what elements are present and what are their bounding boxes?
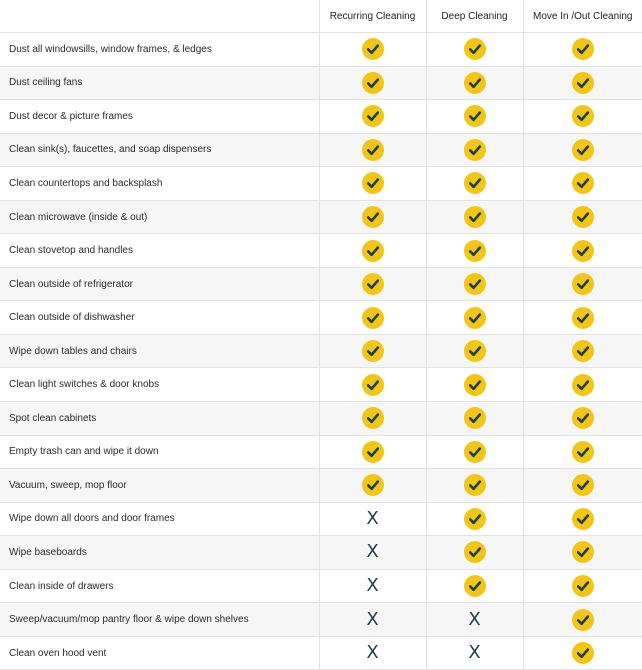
table-body <box>0 33 642 670</box>
check-icon <box>362 273 384 295</box>
check-icon <box>464 105 486 127</box>
task-label: Clean light switches & door knobs <box>0 368 319 402</box>
cell-move-in-out-cleaning <box>523 536 642 570</box>
check-icon <box>464 240 486 262</box>
header-blank <box>0 0 319 33</box>
cell-move-in-out-cleaning <box>523 200 642 234</box>
task-label: Wipe down all doors and door frames <box>0 502 319 536</box>
cell-deep-cleaning <box>426 469 523 503</box>
cell-deep-cleaning <box>426 603 523 637</box>
check-icon <box>464 307 486 329</box>
header-row <box>0 0 642 33</box>
cell-deep-cleaning <box>426 334 523 368</box>
header-recurring-cleaning: Recurring Cleaning <box>319 0 426 33</box>
table-row <box>0 200 642 234</box>
check-icon <box>362 307 384 329</box>
check-icon <box>464 72 486 94</box>
table-row <box>0 402 642 436</box>
check-icon <box>572 508 594 530</box>
table-row <box>0 334 642 368</box>
cell-deep-cleaning <box>426 267 523 301</box>
task-label: Clean oven hood vent <box>0 636 319 670</box>
x-icon: X <box>366 541 379 563</box>
check-icon <box>572 240 594 262</box>
cell-deep-cleaning <box>426 133 523 167</box>
cell-recurring-cleaning <box>319 636 426 670</box>
cell-move-in-out-cleaning <box>523 33 642 67</box>
task-label: Wipe down tables and chairs <box>0 334 319 368</box>
task-label: Spot clean cabinets <box>0 402 319 436</box>
table-row <box>0 603 642 637</box>
task-label: Empty trash can and wipe it down <box>0 435 319 469</box>
cell-recurring-cleaning <box>319 435 426 469</box>
check-icon <box>572 105 594 127</box>
task-label: Clean outside of refrigerator <box>0 267 319 301</box>
cell-recurring-cleaning <box>319 267 426 301</box>
check-icon <box>362 206 384 228</box>
header-move-in-out-cleaning: Move In /Out Cleaning <box>523 0 642 33</box>
table-row <box>0 469 642 503</box>
cell-recurring-cleaning <box>319 301 426 335</box>
cell-deep-cleaning <box>426 502 523 536</box>
cell-recurring-cleaning <box>319 167 426 201</box>
cell-recurring-cleaning <box>319 234 426 268</box>
cell-move-in-out-cleaning <box>523 603 642 637</box>
cell-move-in-out-cleaning <box>523 435 642 469</box>
cell-recurring-cleaning <box>319 100 426 134</box>
check-icon <box>464 407 486 429</box>
check-icon <box>572 273 594 295</box>
cell-recurring-cleaning <box>319 133 426 167</box>
cell-deep-cleaning <box>426 301 523 335</box>
check-icon <box>362 474 384 496</box>
cell-deep-cleaning <box>426 167 523 201</box>
cell-move-in-out-cleaning <box>523 100 642 134</box>
table-row <box>0 133 642 167</box>
check-icon <box>464 172 486 194</box>
cell-deep-cleaning <box>426 234 523 268</box>
task-label: Clean stovetop and handles <box>0 234 319 268</box>
check-icon <box>572 541 594 563</box>
check-icon <box>572 642 594 664</box>
table-row <box>0 267 642 301</box>
cell-move-in-out-cleaning <box>523 301 642 335</box>
check-icon <box>572 374 594 396</box>
header-deep-cleaning: Deep Cleaning <box>426 0 523 33</box>
table-row <box>0 569 642 603</box>
check-icon <box>464 575 486 597</box>
check-icon <box>362 240 384 262</box>
check-icon <box>572 441 594 463</box>
table-row <box>0 368 642 402</box>
check-icon <box>362 407 384 429</box>
check-icon <box>572 474 594 496</box>
table-row <box>0 33 642 67</box>
task-label: Sweep/vacuum/mop pantry floor & wipe down shelves <box>0 603 319 637</box>
task-label: Dust ceiling fans <box>0 66 319 100</box>
check-icon <box>362 441 384 463</box>
x-icon: X <box>366 575 379 597</box>
cell-recurring-cleaning <box>319 33 426 67</box>
cell-move-in-out-cleaning <box>523 167 642 201</box>
task-label: Vacuum, sweep, mop floor <box>0 469 319 503</box>
cell-move-in-out-cleaning <box>523 133 642 167</box>
cell-recurring-cleaning <box>319 603 426 637</box>
cell-move-in-out-cleaning <box>523 66 642 100</box>
task-label: Clean countertops and backsplash <box>0 167 319 201</box>
check-icon <box>572 407 594 429</box>
check-icon <box>572 307 594 329</box>
cell-deep-cleaning <box>426 100 523 134</box>
cell-move-in-out-cleaning <box>523 636 642 670</box>
cell-deep-cleaning <box>426 200 523 234</box>
table-row <box>0 167 642 201</box>
table-row <box>0 636 642 670</box>
task-label: Clean inside of drawers <box>0 569 319 603</box>
check-icon <box>464 273 486 295</box>
check-icon <box>464 374 486 396</box>
check-icon <box>464 541 486 563</box>
x-icon: X <box>366 608 379 630</box>
cell-recurring-cleaning <box>319 66 426 100</box>
check-icon <box>464 340 486 362</box>
x-icon: X <box>366 507 379 529</box>
cell-recurring-cleaning <box>319 502 426 536</box>
cell-deep-cleaning <box>426 66 523 100</box>
check-icon <box>572 139 594 161</box>
x-icon: X <box>468 608 481 630</box>
x-icon: X <box>468 642 481 664</box>
cell-move-in-out-cleaning <box>523 569 642 603</box>
cell-move-in-out-cleaning <box>523 469 642 503</box>
cell-recurring-cleaning <box>319 368 426 402</box>
check-icon <box>362 105 384 127</box>
cell-deep-cleaning <box>426 569 523 603</box>
cell-deep-cleaning <box>426 536 523 570</box>
check-icon <box>464 38 486 60</box>
task-label: Clean microwave (inside & out) <box>0 200 319 234</box>
cell-move-in-out-cleaning <box>523 234 642 268</box>
x-icon: X <box>366 642 379 664</box>
cell-move-in-out-cleaning <box>523 402 642 436</box>
cell-recurring-cleaning <box>319 402 426 436</box>
cell-deep-cleaning <box>426 33 523 67</box>
check-icon <box>362 139 384 161</box>
check-icon <box>572 609 594 631</box>
cell-recurring-cleaning <box>319 469 426 503</box>
table-row <box>0 301 642 335</box>
cell-recurring-cleaning <box>319 569 426 603</box>
cell-deep-cleaning <box>426 368 523 402</box>
check-icon <box>362 72 384 94</box>
check-icon <box>362 374 384 396</box>
cell-move-in-out-cleaning <box>523 334 642 368</box>
check-icon <box>464 508 486 530</box>
task-label: Dust decor & picture frames <box>0 100 319 134</box>
task-label: Clean sink(s), faucettes, and soap dispensers <box>0 133 319 167</box>
table-row <box>0 435 642 469</box>
check-icon <box>362 340 384 362</box>
table-row <box>0 502 642 536</box>
cell-recurring-cleaning <box>319 334 426 368</box>
cell-deep-cleaning <box>426 636 523 670</box>
check-icon <box>464 474 486 496</box>
check-icon <box>464 139 486 161</box>
check-icon <box>362 172 384 194</box>
task-label: Dust all windowsills, window frames, & ledges <box>0 33 319 67</box>
cell-deep-cleaning <box>426 402 523 436</box>
cell-move-in-out-cleaning <box>523 368 642 402</box>
table-row <box>0 536 642 570</box>
check-icon <box>572 72 594 94</box>
check-icon <box>464 441 486 463</box>
check-icon <box>572 575 594 597</box>
check-icon <box>362 38 384 60</box>
task-label: Wipe baseboards <box>0 536 319 570</box>
table-row <box>0 100 642 134</box>
cell-move-in-out-cleaning <box>523 502 642 536</box>
cell-move-in-out-cleaning <box>523 267 642 301</box>
check-icon <box>464 206 486 228</box>
check-icon <box>572 340 594 362</box>
check-icon <box>572 38 594 60</box>
table-row <box>0 234 642 268</box>
task-label: Clean outside of dishwasher <box>0 301 319 335</box>
cell-recurring-cleaning <box>319 536 426 570</box>
check-icon <box>572 206 594 228</box>
cell-recurring-cleaning <box>319 200 426 234</box>
table-row <box>0 66 642 100</box>
check-icon <box>572 172 594 194</box>
cell-deep-cleaning <box>426 435 523 469</box>
